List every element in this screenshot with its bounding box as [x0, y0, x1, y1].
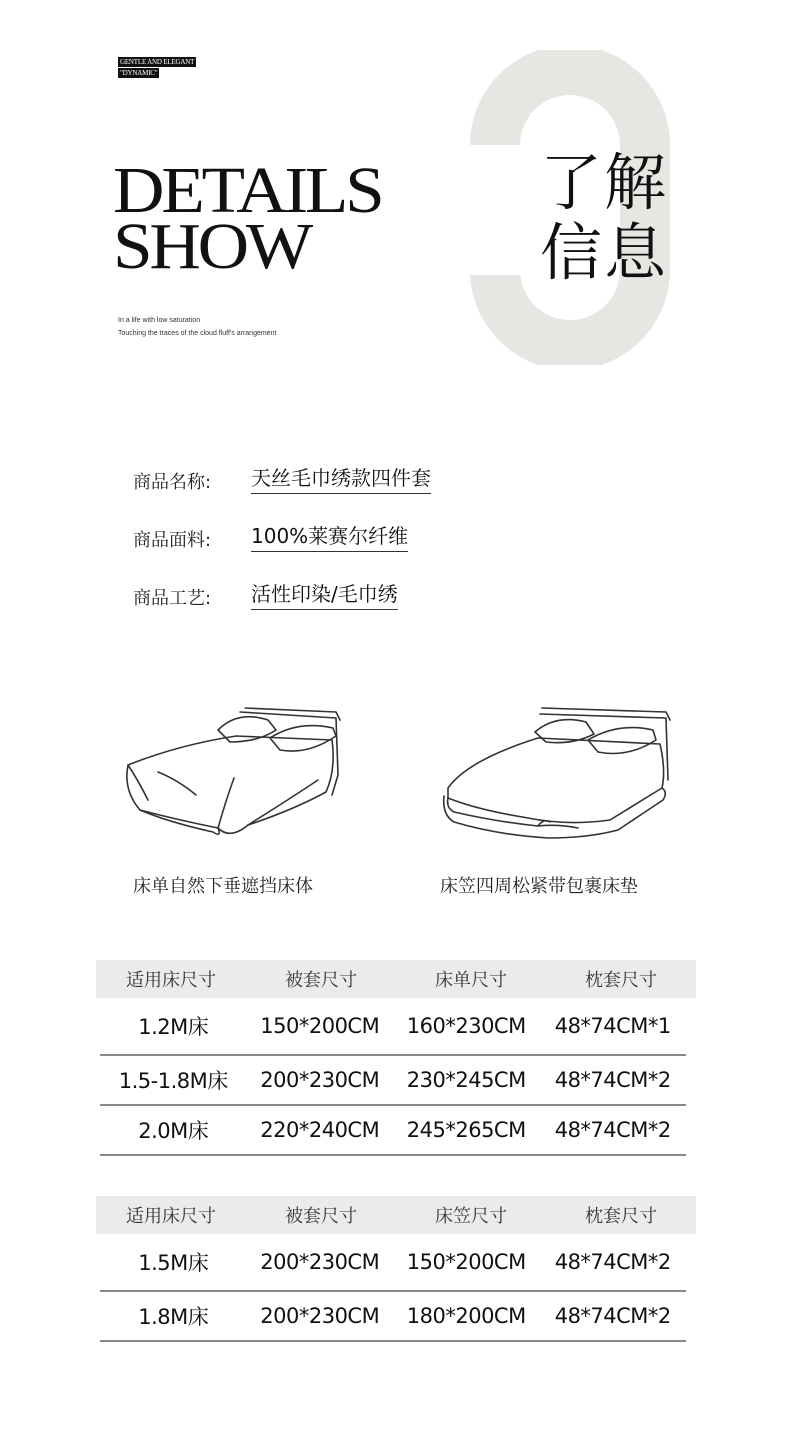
table-cell: 1.5-1.8M床	[118, 1069, 228, 1093]
info-row-fabric	[133, 518, 408, 552]
table-header-cell: 床笠尺寸	[435, 1206, 507, 1227]
info-label: 商品名称:	[133, 472, 212, 493]
info-value: 100%莱赛尔纤维	[251, 520, 408, 552]
table-cell: 48*74CM*2	[554, 1068, 671, 1092]
table-cell: 230*245CM	[406, 1068, 526, 1092]
table-header	[96, 1196, 696, 1234]
table-header	[96, 960, 696, 998]
table-cell: 1.5M床	[138, 1251, 209, 1275]
table-header-cell: 被套尺寸	[285, 1206, 357, 1227]
table-cell: 2.0M床	[138, 1119, 209, 1143]
info-label: 商品工艺:	[133, 588, 212, 609]
table-cell: 48*74CM*2	[554, 1304, 671, 1328]
table-header-cell: 适用床尺寸	[126, 1206, 216, 1227]
table-cell: 150*200CM	[406, 1250, 526, 1274]
subtitle-line-2: Touching the traces of the cloud fluff's arrangement	[118, 330, 277, 337]
fitted-sheet-bed-icon	[438, 700, 673, 845]
info-value: 天丝毛巾绣款四件套	[251, 462, 431, 494]
table-cell: 48*74CM*1	[554, 1014, 671, 1038]
bed-caption-flat-sheet: 床单自然下垂遮挡床体	[133, 876, 313, 897]
table-row	[100, 1234, 686, 1292]
table-cell: 200*230CM	[260, 1068, 380, 1092]
tag-line-1: GENTLE AND ELEGANT	[120, 58, 195, 66]
size-table-fitted	[96, 1196, 696, 1342]
title-line-2: SHOW	[113, 210, 310, 283]
bed-caption-fitted-sheet: 床笠四周松紧带包裹床垫	[440, 876, 638, 897]
table-header-cell: 床单尺寸	[435, 970, 507, 991]
table-header-cell: 被套尺寸	[285, 970, 357, 991]
table-cell: 48*74CM*2	[554, 1250, 671, 1274]
info-label: 商品面料:	[133, 530, 212, 551]
cn-title	[540, 148, 668, 288]
header-tag	[118, 57, 196, 79]
flat-sheet-bed-icon	[118, 700, 343, 845]
table-header-cell: 枕套尺寸	[585, 970, 657, 991]
table-header-cell: 适用床尺寸	[126, 970, 216, 991]
table-cell: 200*230CM	[260, 1250, 380, 1274]
table-cell: 48*74CM*2	[554, 1118, 671, 1142]
table-cell: 160*230CM	[406, 1014, 526, 1038]
tag-line-2: "DYNAMIC"	[120, 69, 158, 77]
subtitle	[118, 314, 276, 340]
info-row-name	[133, 460, 431, 494]
title-line-1: DETAILS	[113, 154, 382, 227]
table-cell: 150*200CM	[260, 1014, 380, 1038]
table-row	[100, 998, 686, 1056]
info-value: 活性印染/毛巾绣	[251, 578, 398, 610]
size-table-sheet	[96, 960, 696, 1156]
table-header-cell: 枕套尺寸	[585, 1206, 657, 1227]
cn-title-line-1: 了解	[540, 146, 669, 219]
table-row	[100, 1292, 686, 1342]
table-cell: 1.8M床	[138, 1305, 209, 1329]
table-row	[100, 1106, 686, 1156]
table-cell: 180*200CM	[406, 1304, 526, 1328]
cn-title-line-2: 信息	[540, 216, 669, 289]
table-cell: 200*230CM	[260, 1304, 380, 1328]
info-row-craft	[133, 576, 398, 610]
table-cell: 1.2M床	[138, 1015, 209, 1039]
table-cell: 220*240CM	[260, 1118, 380, 1142]
table-row	[100, 1056, 686, 1106]
table-cell: 245*265CM	[406, 1118, 526, 1142]
subtitle-line-1: In a life with low saturation	[118, 317, 201, 324]
page-title	[113, 154, 382, 283]
